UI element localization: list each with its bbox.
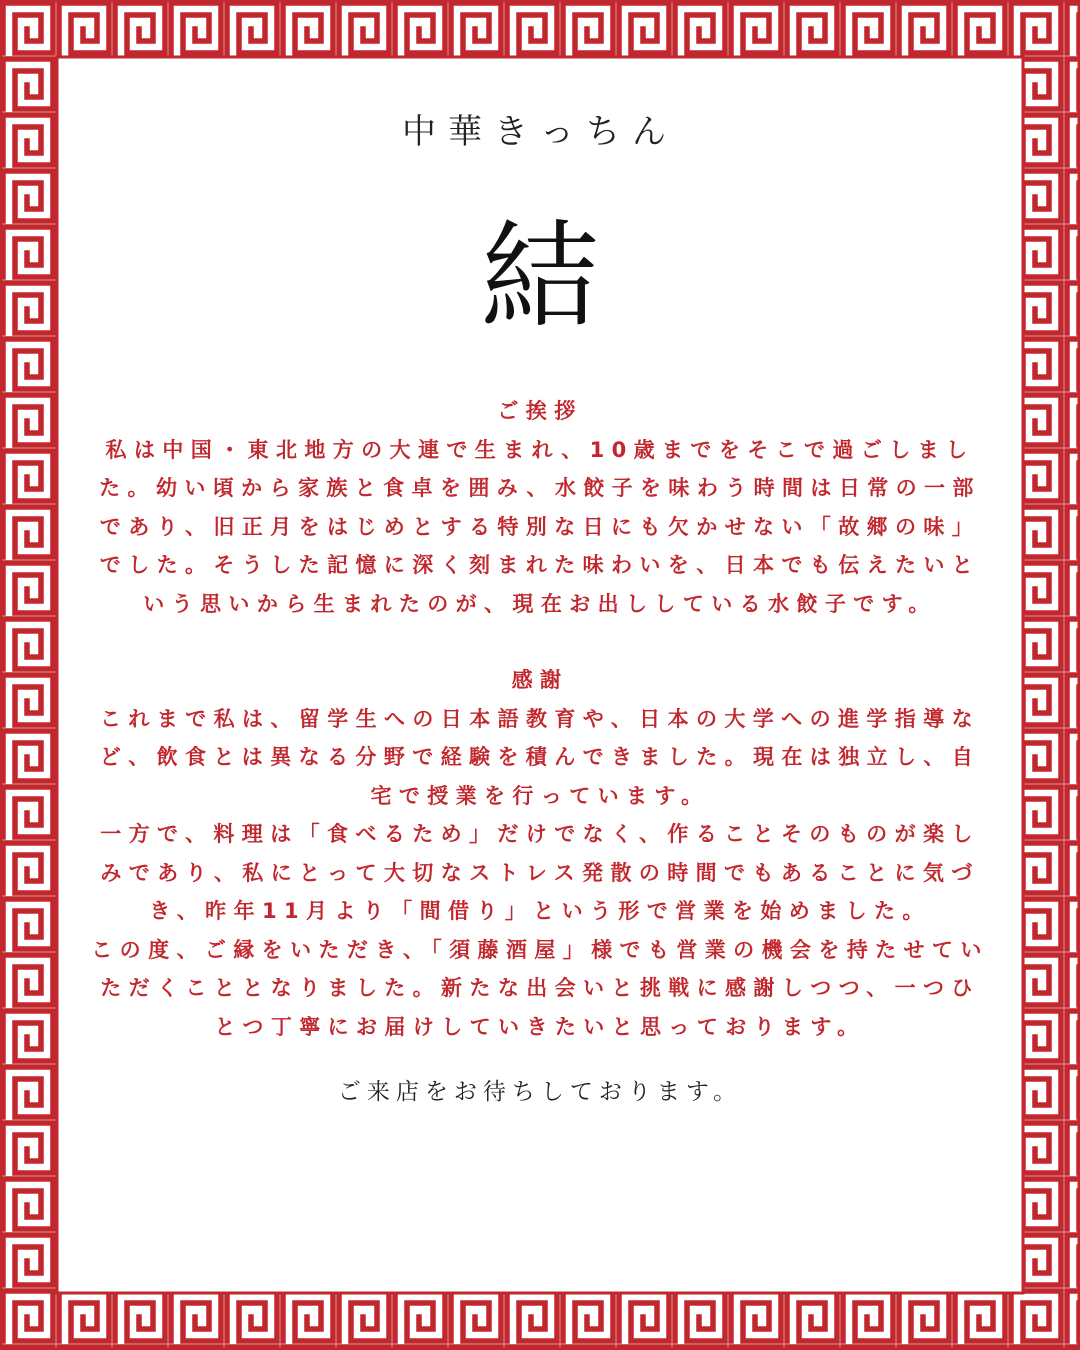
flyer-content bbox=[90, 96, 990, 1112]
thanks-paragraph: 一方で、料理は「食べるため」だけでなく、作ることそのものが楽しみであり、私にとって大切なストレス発散の時間でもあることに気づき、昨年11月より「間借り」という形で営業を始めました。 bbox=[100, 822, 980, 923]
thanks-paragraph: この度、ご縁をいただき、「須藤酒屋」様でも営業の機会を持たせていただくこととなりました。新たな出会いと挑戦に感謝しつつ、一つひとつ丁寧にお届けしていきたいと思っております。 bbox=[91, 937, 989, 1039]
shop-logo-kanji: 結 bbox=[480, 208, 599, 346]
thanks-paragraph: これまで私は、留学生への日本語教育や、日本の大学への進学指導など、飲食とは異なる分野で経験を積んできました。現在は独立し、自宅で授業を行っています。 bbox=[99, 706, 981, 808]
shop-name: 中華きっちん bbox=[402, 112, 678, 152]
greeting-paragraph: 私は中国・東北地方の大連で生まれ、10歳までをそこで過ごしました。幼い頃から家族と食卓を囲み、水餃子を味わう時間は日常の一部であり、旧正月をはじめとする特別な日にも欠かせない「故郷の味」でした。そうした記憶に深く刻まれた味わいを、日本でも伝えたいという思いから生まれたのが、現在お出ししている水餃子です。 bbox=[99, 437, 981, 616]
greeting-title: ご挨拶 bbox=[497, 399, 583, 423]
greeting-section bbox=[90, 392, 990, 623]
closing-message: ご来店をお待ちしております。 bbox=[337, 1079, 743, 1105]
thanks-title: 感謝 bbox=[511, 668, 569, 692]
thanks-section bbox=[90, 661, 990, 1046]
